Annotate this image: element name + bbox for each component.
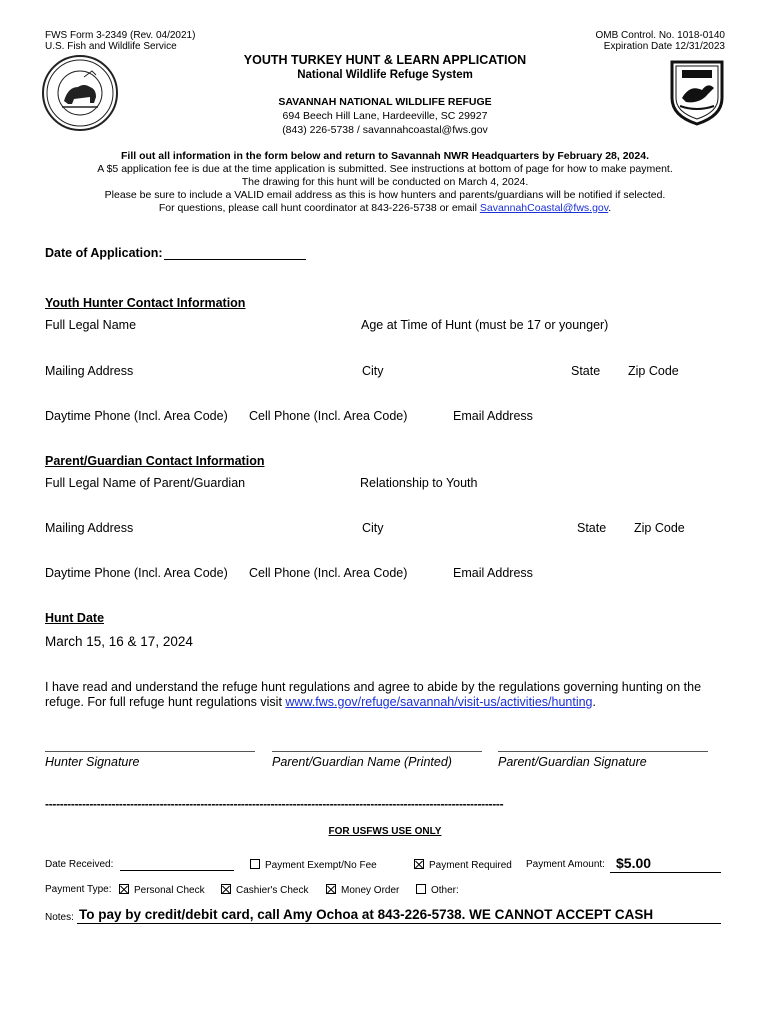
payment-exempt-option[interactable]: [250, 859, 377, 871]
money-order-label: Money Order: [341, 885, 400, 896]
form-subtitle: National Wildlife Refuge System: [297, 69, 473, 81]
agreement-line-1: I have read and understand the refuge hunt regulations and agree to abide by the regulations governing hunting on the: [45, 680, 702, 694]
refuge-contact: (843) 226-5738 / savannahcoastal@fws.gov: [282, 124, 488, 136]
cashiers-check-label: Cashier's Check: [236, 885, 309, 896]
hunt-regulations-link[interactable]: www.fws.gov/refuge/savannah/visit-us/activities/hunting: [285, 695, 593, 709]
payment-exempt-checkbox[interactable]: [250, 859, 260, 869]
expiration-date: Expiration Date 12/31/2023: [603, 41, 725, 52]
date-received-label: Date Received:: [45, 859, 114, 870]
youth-email-label: Email Address: [453, 409, 533, 423]
payment-amount-label: Payment Amount:: [526, 859, 605, 870]
other-option[interactable]: [416, 884, 459, 896]
date-of-application-label: Date of Application:: [45, 246, 163, 260]
hunter-signature-line[interactable]: [45, 751, 255, 752]
guardian-signature-label: Parent/Guardian Signature: [498, 755, 647, 769]
office-use-heading: FOR USFWS USE ONLY: [328, 826, 442, 837]
youth-state-label: State: [571, 364, 601, 378]
parent-cell-phone-label: Cell Phone (Incl. Area Code): [249, 566, 408, 580]
money-order-option[interactable]: [326, 884, 399, 896]
guardian-name-line[interactable]: [272, 751, 482, 752]
notes-value: To pay by credit/debit card, call Amy Ochoa at 843-226-5738. WE CANNOT ACCEPT CASH: [79, 907, 654, 922]
parent-state-label: State: [577, 521, 607, 535]
parent-relationship-label: Relationship to Youth: [360, 476, 478, 490]
form-number: FWS Form 3-2349 (Rev. 04/2021): [45, 30, 196, 41]
payment-required-option[interactable]: [414, 859, 512, 871]
hunt-date-heading: Hunt Date: [45, 611, 105, 625]
parent-mailing-label: Mailing Address: [45, 521, 134, 535]
guardian-signature-line[interactable]: [498, 751, 708, 752]
instructions-line-2: A $5 application fee is due at the time application is submitted. See instructions at bottom of page for how to make payment.: [97, 163, 673, 175]
instructions-line-4: Please be sure to include a VALID email address as this is how hunters and parents/guardians will be notified if selected.: [104, 189, 666, 201]
youth-mailing-label: Mailing Address: [45, 364, 134, 378]
refuge-address: 694 Beech Hill Lane, Hardeeville, SC 29927: [282, 110, 488, 122]
personal-check-label: Personal Check: [134, 885, 205, 896]
personal-check-option[interactable]: [119, 884, 205, 896]
payment-amount-value: $5.00: [616, 855, 652, 871]
youth-city-label: City: [362, 364, 384, 378]
payment-exempt-label: Payment Exempt/No Fee: [265, 860, 377, 871]
instructions-line-5-period: .: [608, 202, 612, 214]
parent-section-heading: Parent/Guardian Contact Information: [45, 454, 265, 468]
notes-field[interactable]: [77, 923, 721, 924]
cashiers-check-checkbox[interactable]: [221, 884, 231, 894]
agreement-line-2-text: refuge. For full refuge hunt regulations visit: [45, 695, 286, 709]
youth-cell-phone-label: Cell Phone (Incl. Area Code): [249, 409, 408, 423]
date-of-application-field[interactable]: [164, 259, 306, 260]
agreement-line-2: [45, 695, 596, 709]
youth-full-name-label: Full Legal Name: [45, 318, 137, 332]
parent-day-phone-label: Daytime Phone (Incl. Area Code): [45, 566, 228, 580]
coordinator-email-link[interactable]: SavannahCoastal@fws.gov: [479, 202, 609, 214]
instructions-line-5-text: For questions, please call hunt coordinator at 843-226-5738 or email: [158, 202, 480, 214]
guardian-name-label: Parent/Guardian Name (Printed): [272, 755, 452, 769]
omb-control: OMB Control. No. 1018-0140: [595, 30, 725, 41]
agency-name: U.S. Fish and Wildlife Service: [45, 41, 177, 52]
date-received-field[interactable]: [120, 870, 234, 871]
parent-zip-label: Zip Code: [634, 521, 685, 535]
parent-email-label: Email Address: [453, 566, 533, 580]
refuge-name: SAVANNAH NATIONAL WILDLIFE REFUGE: [278, 96, 492, 108]
hunt-date-value: March 15, 16 & 17, 2024: [45, 634, 193, 649]
office-use-divider: ----------------------------------------------------------------------------------------------------------------------------: [45, 797, 504, 811]
youth-age-label: Age at Time of Hunt (must be 17 or younger): [361, 318, 609, 332]
form-title: YOUTH TURKEY HUNT & LEARN APPLICATION: [243, 53, 527, 67]
youth-day-phone-label: Daytime Phone (Incl. Area Code): [45, 409, 228, 423]
payment-amount-field[interactable]: [610, 872, 721, 873]
youth-section-heading: Youth Hunter Contact Information: [45, 296, 246, 310]
notes-label: Notes:: [45, 912, 74, 923]
other-label: Other:: [431, 885, 459, 896]
instructions-line-3: The drawing for this hunt will be conducted on March 4, 2024.: [241, 176, 529, 188]
personal-check-checkbox[interactable]: [119, 884, 129, 894]
payment-required-label: Payment Required: [429, 860, 512, 871]
instructions-line-1: Fill out all information in the form below and return to Savannah NWR Headquarters by February 28, 2024.: [120, 150, 649, 162]
payment-type-label: Payment Type:: [45, 884, 112, 895]
youth-zip-label: Zip Code: [628, 364, 679, 378]
hunter-signature-label: Hunter Signature: [45, 755, 140, 769]
payment-required-checkbox[interactable]: [414, 859, 424, 869]
cashiers-check-option[interactable]: [221, 884, 309, 896]
other-checkbox[interactable]: [416, 884, 426, 894]
parent-city-label: City: [362, 521, 384, 535]
parent-full-name-label: Full Legal Name of Parent/Guardian: [45, 476, 246, 490]
money-order-checkbox[interactable]: [326, 884, 336, 894]
instructions-line-5: [0, 202, 770, 214]
agreement-line-2-period: .: [592, 695, 596, 709]
